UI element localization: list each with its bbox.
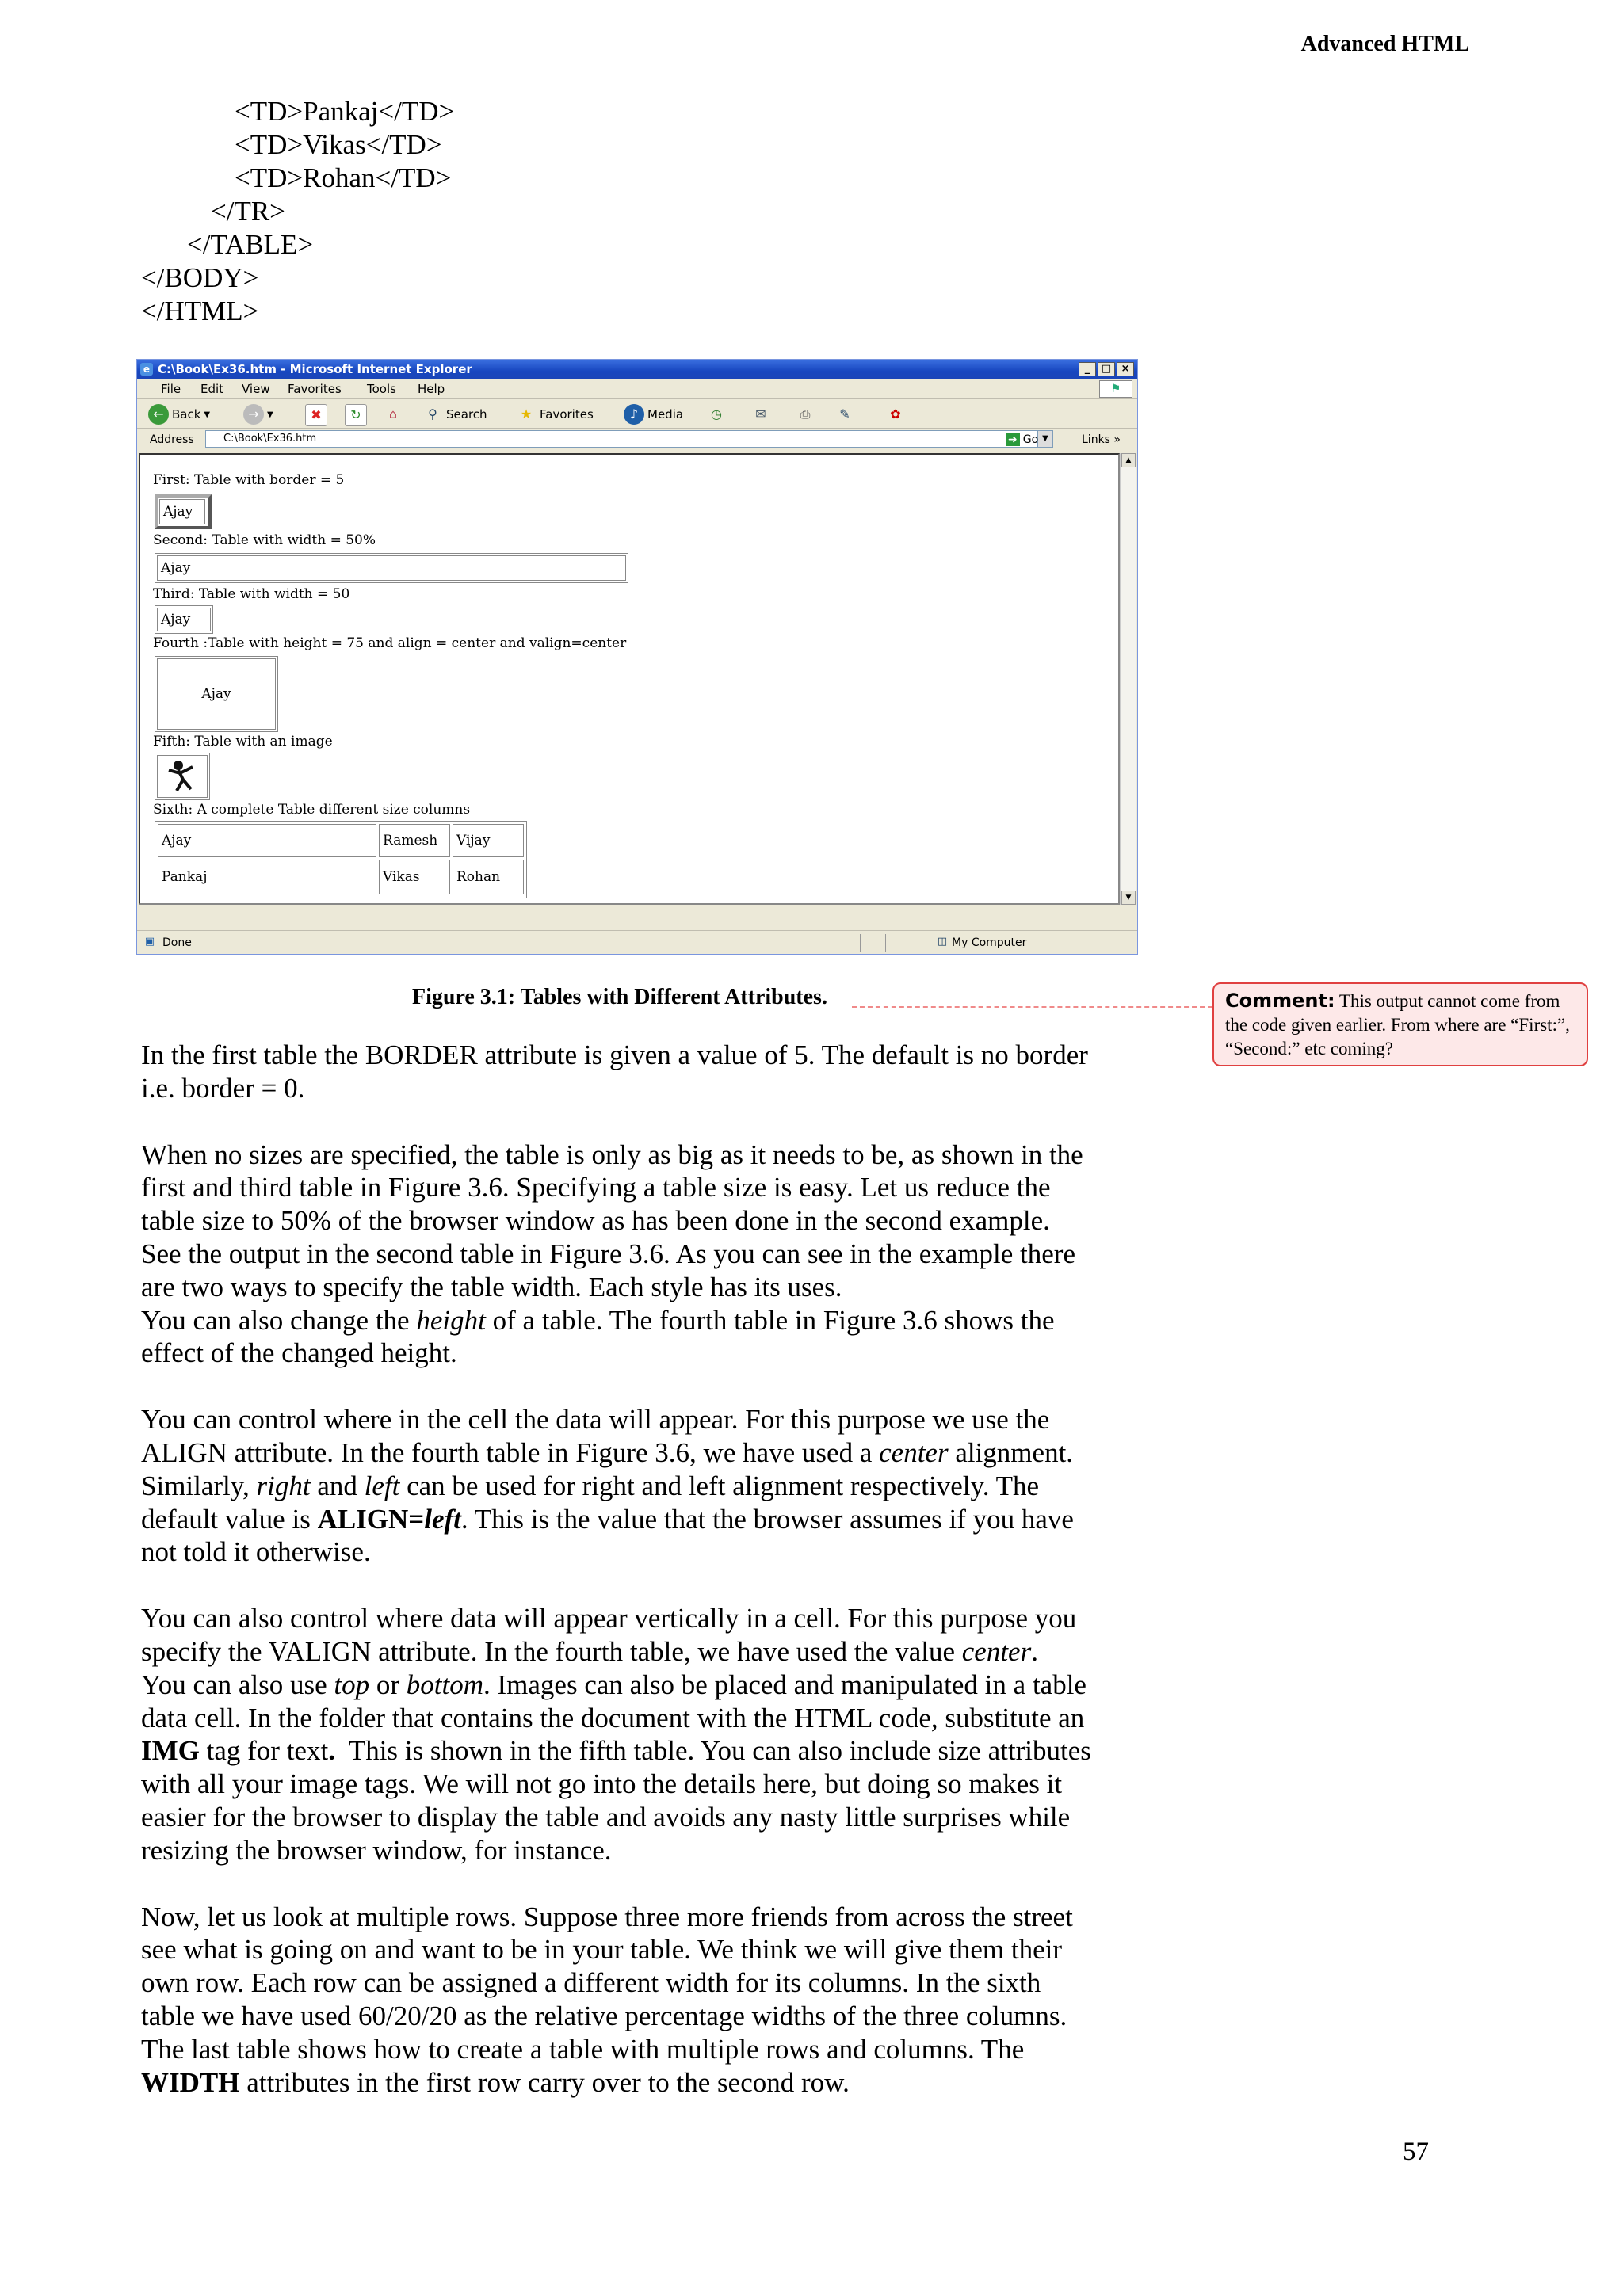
paragraph (141, 1403, 1148, 1569)
table-cell: Ajay (158, 824, 376, 857)
table-cell: Rohan (453, 860, 524, 894)
status-zone: My Computer (952, 936, 1027, 949)
table-cell: Vikas (379, 860, 450, 894)
label-sixth: Sixth: A complete Table different size columns (153, 802, 471, 818)
computer-icon: ◫ (937, 936, 948, 948)
edit-icon[interactable]: ✎ (839, 406, 850, 421)
ie-logo-icon: e (140, 363, 153, 376)
text-run: specify the VALIGN attribute. In the fourth table, we have used the value (141, 1635, 962, 1667)
text-line: are two ways to specify the table width. Each style has its uses. (141, 1271, 842, 1302)
comment-label: Comment: (1225, 990, 1335, 1012)
menu-tools[interactable]: Tools (367, 382, 396, 396)
vertical-scrollbar[interactable] (1120, 453, 1136, 905)
search-button[interactable] (422, 404, 487, 425)
text-line: table size to 50% of the browser window as has been done in the second example. (141, 1205, 1050, 1237)
text-run: This is shown in the fifth table. You can also include size attributes (334, 1735, 1091, 1767)
text-run: alignment. (948, 1436, 1074, 1468)
text-run: Similarly, (141, 1470, 257, 1501)
home-icon[interactable]: ⌂ (388, 406, 398, 421)
page-done-icon: ▣ (144, 936, 155, 948)
dancer-image-icon (162, 756, 202, 795)
scroll-down-icon[interactable]: ▼ (1121, 891, 1136, 905)
address-label: Address (150, 433, 194, 446)
text-line: table we have used 60/20/20 as the relative percentage widths of the three columns. (141, 2000, 1067, 2031)
browser-title-bar (137, 360, 1137, 379)
windows-flag-icon: ⚑ (1099, 380, 1132, 398)
text-line: When no sizes are specified, the table is only as big as it needs to be, as shown in the (141, 1138, 1083, 1170)
text-run: ALIGN attribute. In the fourth table in Figure 3.6, we have used a (141, 1436, 880, 1468)
go-arrow-icon: ➜ (1006, 433, 1020, 446)
browser-screenshot (136, 359, 1138, 955)
favorites-label: Favorites (540, 407, 594, 421)
text-line: See the output in the second table in Figure 3.6. As you can see in the example there (141, 1238, 1075, 1269)
chevron-down-icon: ▼ (204, 410, 211, 419)
table-first (155, 494, 212, 529)
paragraph (141, 1138, 1148, 1304)
paragraph (141, 1039, 1148, 1105)
table-fourth (155, 656, 278, 732)
table-cell: Ajay (159, 499, 205, 524)
text-run: . This is the value that the browser assumes if you have (460, 1503, 1074, 1535)
code-line: <TD>Vikas</TD> (235, 129, 442, 160)
address-dropdown-icon[interactable]: ▼ (1037, 430, 1053, 448)
table-cell: Ajay (157, 608, 211, 631)
text-line: You can also control where data will appear vertically in a cell. For this purpose you (141, 1603, 1077, 1634)
table-sixth (155, 821, 527, 898)
paragraph (141, 1901, 1148, 2100)
search-icon: ⚲ (428, 406, 437, 421)
table-fifth (155, 753, 210, 800)
links-button[interactable] (1082, 433, 1121, 446)
browser-title: C:\Book\Ex36.htm - Microsoft Internet Explorer (158, 362, 472, 376)
favorites-button[interactable] (516, 404, 594, 425)
print-icon[interactable]: ⎙ (800, 406, 811, 421)
table-second (155, 553, 628, 583)
menu-view[interactable]: View (242, 382, 270, 396)
text-run: bottom (406, 1669, 484, 1700)
page-content (139, 453, 1120, 905)
code-line: </TR> (211, 196, 285, 227)
table-cell-image (157, 755, 208, 798)
text-run: of a table. The fourth table in Figure 3.6 shows the (485, 1304, 1055, 1336)
code-line: </HTML> (141, 296, 259, 326)
text-line: i.e. border = 0. (141, 1072, 305, 1104)
text-run: . Images can also be placed and manipulated in a table (483, 1669, 1086, 1700)
back-arrow-icon: ← (148, 404, 169, 425)
text-run: . (328, 1735, 335, 1767)
close-button[interactable]: × (1117, 362, 1134, 376)
figure-caption: Figure 3.1: Tables with Different Attributes. (412, 985, 827, 1009)
comment-text: This output cannot come from the code given earlier. From where are “First:”, “Second:” etc coming? (1225, 991, 1570, 1058)
text-line: resizing the browser window, for instance. (141, 1834, 612, 1866)
label-third: Third: Table with width = 50 (153, 586, 350, 602)
menu-favorites[interactable]: Favorites (288, 382, 342, 396)
links-label: Links (1082, 433, 1110, 446)
label-first: First: Table with border = 5 (153, 472, 345, 488)
go-button[interactable] (1006, 433, 1038, 446)
chevron-right-icon: » (1113, 433, 1121, 446)
code-line: <TD>Rohan</TD> (235, 162, 452, 193)
text-line: data cell. In the folder that contains the document with the HTML code, substitute an (141, 1702, 1085, 1733)
menu-bar (137, 379, 1137, 399)
text-run: top (334, 1669, 370, 1700)
text-run: WIDTH (141, 2066, 240, 2098)
table-cell: Ajay (157, 658, 276, 730)
text-run: height (416, 1304, 486, 1336)
text-run: can be used for right and left alignment respectively. The (399, 1470, 1040, 1501)
refresh-icon[interactable]: ↻ (345, 404, 367, 426)
code-line: </BODY> (141, 262, 259, 293)
label-second: Second: Table with width = 50% (153, 532, 376, 548)
table-cell: Vijay (453, 824, 524, 857)
text-run: IMG (141, 1735, 200, 1767)
scroll-up-icon[interactable]: ▲ (1121, 453, 1136, 467)
text-run: right (256, 1470, 311, 1501)
messenger-icon[interactable]: ✿ (890, 406, 901, 421)
text-run: . (1031, 1635, 1038, 1667)
text-run: ALIGN= (317, 1503, 425, 1535)
stop-icon[interactable]: ✖ (305, 404, 327, 426)
page-number: 57 (1403, 2138, 1429, 2166)
text-run: attributes in the first row carry over to the second row. (239, 2066, 850, 2098)
minimize-button[interactable]: _ (1079, 362, 1096, 376)
review-comment[interactable] (1212, 982, 1588, 1066)
table-cell: Ramesh (379, 824, 450, 857)
back-label: Back (172, 407, 201, 421)
text-run: left (424, 1503, 461, 1535)
text-line: In the first table the BORDER attribute is given a value of 5. The default is no border (141, 1039, 1088, 1070)
address-value: C:\Book\Ex36.htm (223, 433, 317, 444)
media-button[interactable] (624, 404, 683, 425)
star-icon: ★ (520, 406, 533, 421)
label-fourth: Fourth :Table with height = 75 and align = center and valign=center (153, 635, 627, 651)
text-run: You can also use (141, 1669, 334, 1700)
menu-edit[interactable]: Edit (200, 382, 224, 396)
text-line: first and third table in Figure 3.6. Specifying a table size is easy. Let us reduce the (141, 1172, 1051, 1203)
text-line: You can control where in the cell the data will appear. For this purpose we use the (141, 1404, 1050, 1436)
go-label: Go (1022, 433, 1039, 446)
chevron-down-icon: ▼ (267, 410, 273, 419)
text-run: or (369, 1669, 407, 1700)
table-cell: Pankaj (158, 860, 376, 894)
text-line: The last table shows how to create a table with multiple rows and columns. The (141, 2033, 1025, 2065)
table-cell: Ajay (157, 555, 626, 581)
forward-button[interactable] (243, 404, 273, 425)
status-bar (137, 930, 1137, 955)
text-run: default value is (141, 1503, 318, 1535)
back-button[interactable] (148, 404, 210, 425)
status-text: Done (162, 936, 192, 949)
paragraph (141, 1602, 1148, 1867)
media-label: Media (647, 407, 684, 421)
menu-file[interactable]: File (161, 382, 181, 396)
body-text (141, 1039, 1148, 2132)
text-line: easier for the browser to display the table and avoids any nasty little surprises while (141, 1801, 1071, 1833)
code-line: </TABLE> (187, 229, 314, 260)
history-icon[interactable]: ◷ (711, 406, 722, 421)
paragraph (141, 1304, 1148, 1371)
address-bar-right (137, 428, 1137, 452)
text-run: center (879, 1436, 949, 1468)
text-run: left (364, 1470, 400, 1501)
mail-icon[interactable]: ✉ (755, 406, 766, 421)
code-line: <TD>Pankaj</TD> (235, 96, 455, 127)
text-line: own row. Each row can be assigned a different width for its columns. In the sixth (141, 1967, 1041, 1999)
text-run: and (310, 1470, 365, 1501)
text-run: center (961, 1635, 1032, 1667)
text-line: not told it otherwise. (141, 1536, 371, 1568)
forward-arrow-icon: → (243, 404, 264, 425)
text-line: Now, let us look at multiple rows. Suppose three more friends from across the street (141, 1901, 1073, 1932)
text-run: tag for text (199, 1735, 329, 1767)
text-line: effect of the changed height. (141, 1337, 457, 1369)
text-line: see what is going on and want to be in your table. We think we will give them their (141, 1934, 1062, 1966)
text-line: with all your image tags. We will not go into the details here, but doing so makes it (141, 1768, 1063, 1800)
media-icon: ♪ (624, 404, 644, 425)
toolbar (137, 398, 1137, 429)
search-label: Search (446, 407, 487, 421)
maximize-button[interactable]: □ (1098, 362, 1115, 376)
table-third (155, 605, 213, 634)
label-fifth: Fifth: Table with an image (153, 734, 333, 749)
menu-help[interactable]: Help (418, 382, 445, 396)
comment-connector (852, 1006, 1212, 1008)
running-header: Advanced HTML (1300, 32, 1469, 56)
text-run: You can also change the (141, 1304, 417, 1336)
